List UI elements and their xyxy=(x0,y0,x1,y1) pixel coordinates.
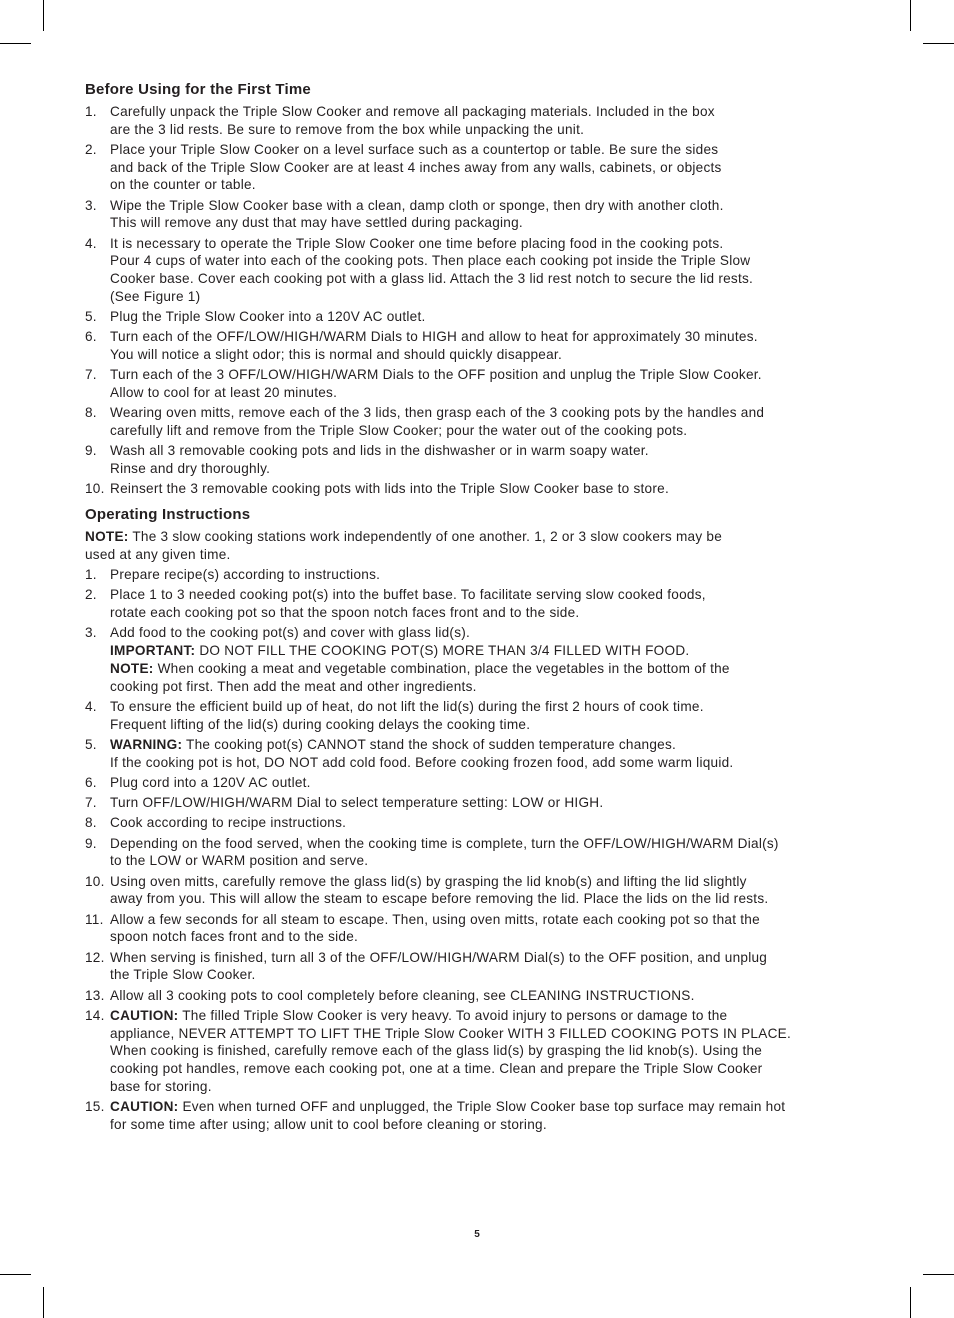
note-text-line: used at any given time. xyxy=(85,546,231,562)
item-text-line: Place your Triple Slow Cooker on a level surface such as a countertop or table. Be sure the sides xyxy=(110,142,719,157)
item-text-line: The filled Triple Slow Cooker is very heavy. To avoid injury to persons or damage to the xyxy=(178,1008,728,1023)
item-number: 8. xyxy=(85,405,97,421)
item-text-line: It is necessary to operate the Triple Slow Cooker one time before placing food in the cooking pots. xyxy=(110,235,724,251)
item-text-line: Turn OFF/LOW/HIGH/WARM Dial to select temperature setting: LOW or HIGH. xyxy=(110,795,604,811)
item-number: 14. xyxy=(85,1008,105,1023)
list-item xyxy=(85,736,875,771)
item-number: 12. xyxy=(85,949,105,965)
item-number: 1. xyxy=(85,104,97,119)
list-item xyxy=(85,698,875,733)
list-item xyxy=(85,235,875,306)
item-number: 2. xyxy=(85,142,97,157)
item-text-line: If the cooking pot is hot, DO NOT add cold food. Before cooking frozen food, add some warm liquid. xyxy=(110,754,734,770)
item-number: 5. xyxy=(85,736,97,752)
item-text-line: Allow a few seconds for all steam to escape. Then, using oven mitts, rotate each cooking pot so that the xyxy=(110,911,760,927)
list-item xyxy=(85,586,875,621)
item-text-line: Carefully unpack the Triple Slow Cooker and remove all packaging materials. Included in the box xyxy=(110,104,715,119)
item-text-line: The cooking pot(s) CANNOT stand the shock of sudden temperature changes. xyxy=(182,736,677,752)
item-label: CAUTION: xyxy=(110,1099,179,1115)
list-item xyxy=(85,949,875,984)
item-text-line: Turn each of the OFF/LOW/HIGH/WARM Dials to HIGH and allow to heat for approximately 30 minutes. xyxy=(110,329,758,345)
list-item xyxy=(85,1098,875,1133)
item-number: 7. xyxy=(85,795,97,811)
item-text-line: You will notice a slight odor; this is normal and should quickly disappear. xyxy=(110,347,562,363)
item-text-line: When serving is finished, turn all 3 of the OFF/LOW/HIGH/WARM Dial(s) to the OFF position, and unplug xyxy=(110,949,768,965)
list-item xyxy=(85,566,875,584)
item-number: 6. xyxy=(85,329,97,345)
important-label: IMPORTANT: xyxy=(110,643,196,659)
page-number: 5 xyxy=(474,1229,480,1240)
list-item xyxy=(85,624,875,695)
list-item xyxy=(85,835,875,870)
note-text-line: When cooking a meat and vegetable combination, place the vegetables in the bottom of the xyxy=(153,660,730,676)
item-text-line: Cooker base. Cover each cooking pot with a glass lid. Attach the 3 lid rest notch to secure the lid rests. xyxy=(110,271,754,287)
list-item xyxy=(85,987,875,1005)
item-text-line: Even when turned OFF and unplugged, the Triple Slow Cooker base top surface may remain hot xyxy=(178,1099,786,1115)
list-item xyxy=(85,794,875,812)
item-text-line: the Triple Slow Cooker. xyxy=(110,967,256,983)
first-time-steps xyxy=(85,103,875,498)
item-number: 8. xyxy=(85,815,97,831)
list-item xyxy=(85,404,875,439)
item-number: 10. xyxy=(85,481,105,497)
item-text-line: for some time after using; allow unit to cool before cleaning or storing. xyxy=(110,1116,547,1132)
crop-mark-bottom-left-horizontal xyxy=(0,1274,31,1275)
item-text-line: cooking pot handles, remove each cooking pot, one at a time. Clean and prepare the Triple Slow Cooker xyxy=(110,1061,763,1077)
item-number: 5. xyxy=(85,309,97,325)
item-text-line: on the counter or table. xyxy=(110,177,256,193)
item-number: 7. xyxy=(85,367,97,383)
item-text-line: Wash all 3 removable cooking pots and lids in the dishwasher or in warm soapy water. xyxy=(110,443,649,459)
list-item xyxy=(85,308,875,326)
item-text-line: appliance, NEVER ATTEMPT TO LIFT THE Triple Slow Cooker WITH 3 FILLED COOKING POTS IN PLACE. xyxy=(110,1025,791,1041)
operating-note xyxy=(85,528,875,563)
item-text-line: Using oven mitts, carefully remove the glass lid(s) by grasping the lid knob(s) and lifting the lid slightly xyxy=(110,873,747,889)
crop-mark-top-right-horizontal xyxy=(923,43,954,44)
item-number: 9. xyxy=(85,443,97,459)
list-item xyxy=(85,141,875,194)
item-text-line: Frequent lifting of the lid(s) during cooking delays the cooking time. xyxy=(110,716,531,732)
item-label: CAUTION: xyxy=(110,1008,179,1023)
item-text-line: Add food to the cooking pot(s) and cover with glass lid(s). xyxy=(110,625,471,641)
list-item xyxy=(85,197,875,232)
item-text-line: Plug the Triple Slow Cooker into a 120V AC outlet. xyxy=(110,309,426,325)
note-text-line: The 3 slow cooking stations work independently of one another. 1, 2 or 3 slow cookers may be xyxy=(128,529,723,545)
item-number: 11. xyxy=(85,911,104,927)
list-item xyxy=(85,1007,875,1096)
important-text: DO NOT FILL THE COOKING POT(S) MORE THAN 3/4 FILLED WITH FOOD. xyxy=(195,643,690,659)
item-number: 1. xyxy=(85,567,97,583)
item-text-line: Pour 4 cups of water into each of the cooking pots. Then place each cooking pot inside the Triple Slow xyxy=(110,253,751,269)
list-item xyxy=(85,480,875,498)
item-number: 3. xyxy=(85,625,97,641)
item-text-line: Turn each of the 3 OFF/LOW/HIGH/WARM Dials to the OFF position and unplug the Triple Slow Cooker. xyxy=(110,367,762,383)
item-label: WARNING: xyxy=(110,736,183,752)
item-text-line: Allow to cool for at least 20 minutes. xyxy=(110,385,338,401)
item-number: 3. xyxy=(85,197,97,213)
note-label: NOTE: xyxy=(110,660,154,676)
item-number: 15. xyxy=(85,1099,105,1115)
note-label: NOTE: xyxy=(85,529,129,545)
crop-mark-bottom-right-vertical xyxy=(910,1287,911,1318)
item-text-line: to the LOW or WARM position and serve. xyxy=(110,853,369,869)
item-text-line: Wipe the Triple Slow Cooker base with a clean, damp cloth or sponge, then dry with another cloth. xyxy=(110,197,724,213)
item-number: 6. xyxy=(85,774,97,790)
crop-mark-top-left-horizontal xyxy=(0,43,31,44)
list-item xyxy=(85,103,875,138)
list-item xyxy=(85,911,875,946)
crop-mark-top-right-vertical xyxy=(910,0,911,31)
list-item xyxy=(85,814,875,832)
list-item xyxy=(85,774,875,792)
item-text-line: spoon notch faces front and to the side. xyxy=(110,929,359,945)
item-text-line: This will remove any dust that may have settled during packaging. xyxy=(110,215,523,231)
list-item xyxy=(85,873,875,908)
list-item xyxy=(85,328,875,363)
item-text-line: rotate each cooking pot so that the spoon notch faces front and to the side. xyxy=(110,605,580,621)
item-text-line: When cooking is finished, carefully remove each of the glass lid(s) by grasping the lid knob(s). Using the xyxy=(110,1043,763,1059)
item-text-line: Cook according to recipe instructions. xyxy=(110,815,347,831)
item-text-line: away from you. This will allow the steam to escape before removing the lid. Place the lids on the lid rests. xyxy=(110,891,769,907)
crop-mark-top-left-vertical xyxy=(43,0,44,31)
section-title-operating: Operating Instructions xyxy=(85,506,251,524)
item-text-line: Allow all 3 cooking pots to cool completely before cleaning, see CLEANING INSTRUCTIONS. xyxy=(110,987,695,1003)
crop-mark-bottom-right-horizontal xyxy=(923,1274,954,1275)
item-text-line: (See Figure 1) xyxy=(110,288,201,304)
section-title-first-time: Before Using for the First Time xyxy=(85,81,311,98)
crop-mark-bottom-left-vertical xyxy=(43,1287,44,1318)
item-number: 9. xyxy=(85,835,97,851)
item-number: 10. xyxy=(85,873,105,889)
page-content xyxy=(85,80,875,1136)
item-text-line: Depending on the food served, when the cooking time is complete, turn the OFF/LOW/HIGH/WARM Dial(s) xyxy=(110,835,779,851)
item-text-line: and back of the Triple Slow Cooker are at least 4 inches away from any walls, cabinets, or objects xyxy=(110,159,722,175)
item-number: 4. xyxy=(85,235,97,251)
item-text-line: Plug cord into a 120V AC outlet. xyxy=(110,774,311,790)
item-text-line: base for storing. xyxy=(110,1078,212,1094)
item-text-line: are the 3 lid rests. Be sure to remove from the box while unpacking the unit. xyxy=(110,121,585,137)
item-text-line: Reinsert the 3 removable cooking pots with lids into the Triple Slow Cooker base to store. xyxy=(110,481,669,497)
operating-steps xyxy=(85,566,875,1133)
item-text-line: carefully lift and remove from the Triple Slow Cooker; pour the water out of the cooking pots. xyxy=(110,423,688,439)
item-text-line: Rinse and dry thoroughly. xyxy=(110,461,271,477)
item-text-line: To ensure the efficient build up of heat, do not lift the lid(s) during the first 2 hours of cook time. xyxy=(110,698,704,714)
item-number: 4. xyxy=(85,698,97,714)
item-text-line: Wearing oven mitts, remove each of the 3 lids, then grasp each of the 3 cooking pots by the handles and xyxy=(110,405,765,421)
item-text-line: Prepare recipe(s) according to instructions. xyxy=(110,567,381,583)
item-text-line: Place 1 to 3 needed cooking pot(s) into the buffet base. To facilitate serving slow cooked foods, xyxy=(110,587,706,603)
note-text-line: cooking pot first. Then add the meat and other ingredients. xyxy=(110,678,477,694)
list-item xyxy=(85,366,875,401)
item-number: 2. xyxy=(85,587,97,603)
list-item xyxy=(85,442,875,477)
item-number: 13. xyxy=(85,987,105,1003)
